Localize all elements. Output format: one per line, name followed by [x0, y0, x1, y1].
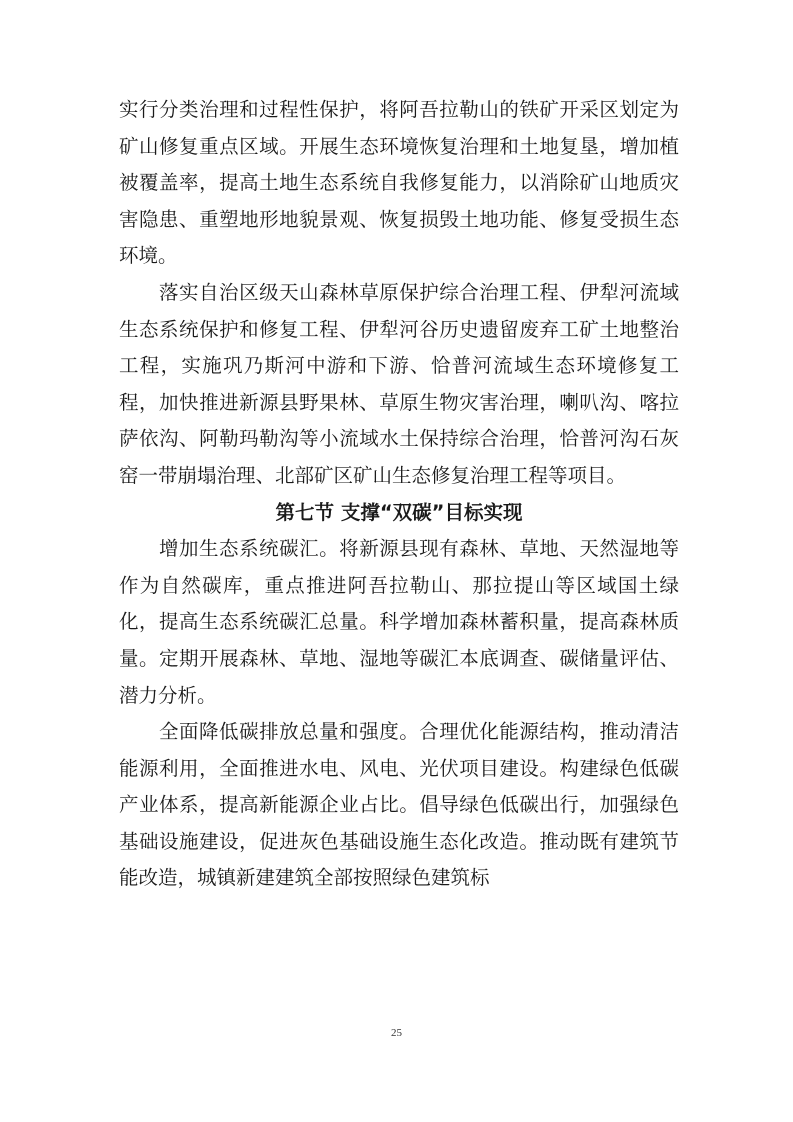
paragraph-carbon-sink: 增加生态系统碳汇。将新源县现有森林、草地、天然湿地等作为自然碳库，重点推进阿吾拉勒山、那拉提山等区域国土绿化，提高生态系统碳汇总量。科学增加森林蓄积量，提高森林质量。定期开展森林、草地、湿地等碳汇本底调查、碳储量评估、潜力分析。 — [119, 537, 679, 707]
body-text — [119, 92, 679, 897]
section-heading: 第七节 支撑“双碳”目标实现 — [275, 500, 523, 524]
paragraph-ecological-projects: 落实自治区级天山森林草原保护综合治理工程、伊犁河流域生态系统保护和修复工程、伊犁河谷历史遗留废弃工矿土地整治工程，实施巩乃斯河中游和下游、恰普河流域生态环境修复工程，加快推进新源县野果林、草原生物灾害治理，喇叭沟、喀拉萨依沟、阿勒玛勒沟等小流域水土保持综合治理，恰普河沟石灰窑一带崩塌治理、北部矿区矿山生态修复治理工程等项目。 — [119, 280, 679, 487]
paragraph-carbon-reduction: 全面降低碳排放总量和强度。合理优化能源结构，推动清洁能源利用，全面推进水电、风电、光伏项目建设。构建绿色低碳产业体系，提高新能源企业占比。倡导绿色低碳出行，加强绿色基础设施建设，促进灰色基础设施生态化改造。推动既有建筑节能改造，城镇新建建筑全部按照绿色建筑标 — [119, 720, 679, 890]
page-number: 25 — [391, 1027, 402, 1039]
paragraph-mine-restoration: 实行分类治理和过程性保护，将阿吾拉勒山的铁矿开采区划定为矿山修复重点区域。开展生态环境恢复治理和土地复垦，增加植被覆盖率，提高土地生态系统自我修复能力，以消除矿山地质灾害隐患、重塑地形地貌景观、恢复损毁土地功能、修复受损生态环境。 — [119, 98, 679, 268]
